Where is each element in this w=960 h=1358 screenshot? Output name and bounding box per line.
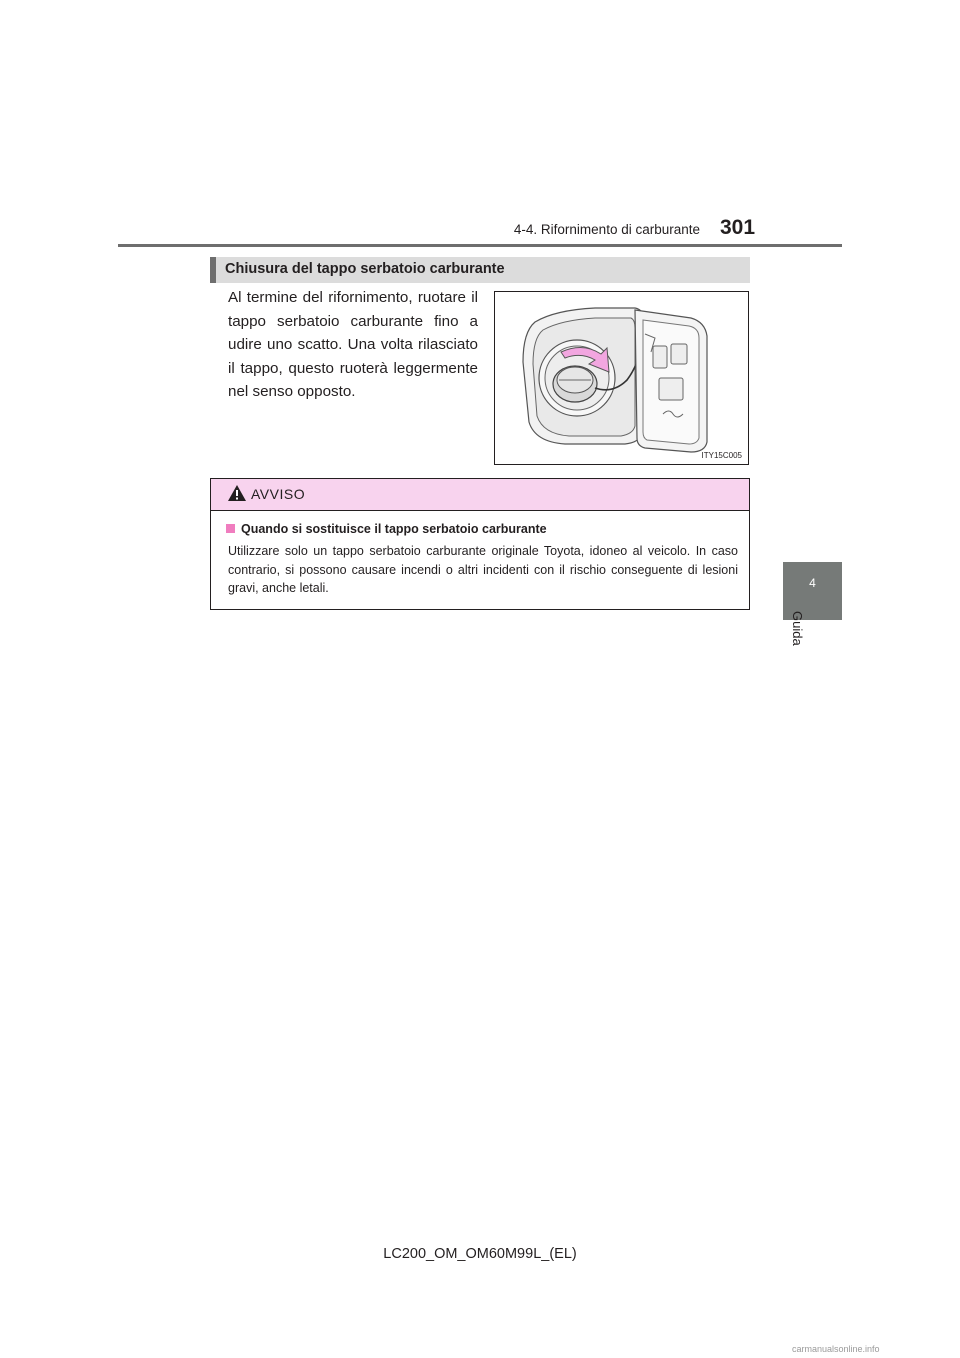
fuel-cap-illustration <box>495 292 748 464</box>
section-body-text: Al termine del rifornimento, ruotare il tappo serbatoio carburante fino a udire uno scatto. Una volta rilasciato il tappo, questo ruoterà leggermente nel senso opposto. <box>228 289 478 401</box>
section-heading-bar <box>210 257 216 283</box>
warning-header <box>211 479 749 511</box>
document-code: LC200_OM_OM60M99L_(EL) <box>383 1246 577 1262</box>
figure-code: ITY15C005 <box>701 451 742 460</box>
chapter-tab-label: Guida <box>790 611 805 646</box>
running-header-section: 4-4. Rifornimento di carburante <box>513 222 700 237</box>
page-number: 301 <box>720 216 756 239</box>
warning-item-title <box>226 522 547 536</box>
warning-triangle-icon <box>227 484 247 502</box>
warning-item-title-text: Quando si sostituisce il tappo serbatoio carburante <box>241 522 547 536</box>
chapter-tab-number: 4 <box>809 576 816 590</box>
warning-item-text: Utilizzare solo un tappo serbatoio carburante originale Toyota, idoneo al veicolo. In caso contrario, si possono causare incendi o altri incidenti con il rischio conseguente di lesioni gravi, anche letali. <box>228 544 738 595</box>
header-rule <box>118 244 842 247</box>
watermark: carmanualsonline.info <box>792 1344 880 1354</box>
fuel-cap-figure <box>494 291 749 465</box>
bullet-square-icon <box>226 524 235 533</box>
section-heading-text: Chiusura del tappo serbatoio carburante <box>225 261 505 277</box>
warning-box <box>210 478 750 610</box>
section-heading <box>210 257 750 283</box>
warning-title: AVVISO <box>251 486 306 502</box>
